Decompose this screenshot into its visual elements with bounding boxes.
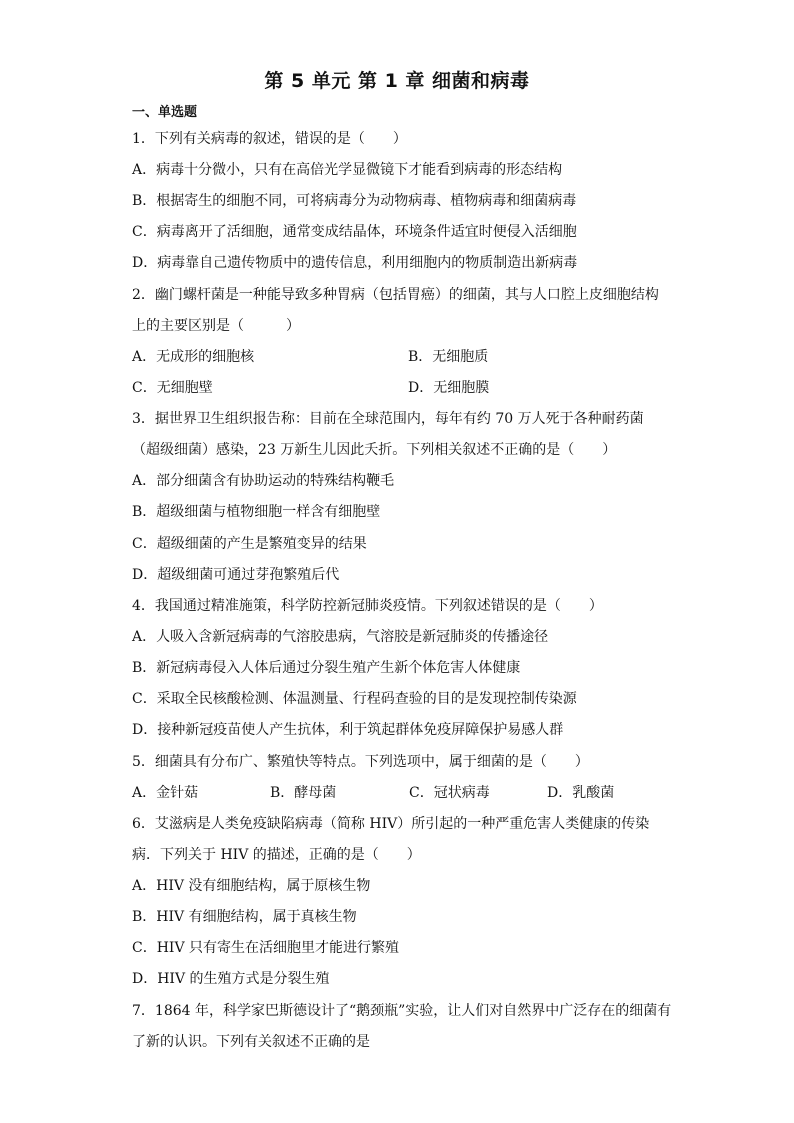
question-3-option-b: B．超级细菌与植物细胞一样含有细胞壁 [132,504,381,520]
question-6-option-d: D．HIV 的生殖方式是分裂生殖 [132,971,330,987]
question-1-option-b: B．根据寄生的细胞不同，可将病毒分为动物病毒、植物病毒和细菌病毒 [132,193,577,209]
question-7-stem-line-1: 7．1864 年，科学家巴斯德设计了“鹅颈瓶”实验，让人们对自然界中广泛存在的细菌有 [132,1003,672,1019]
question-3-stem-line-1: 3．据世界卫生组织报告称：目前在全球范围内，每年有约 70 万人死于各种耐药菌 [132,411,644,427]
question-3-option-a: A．部分细菌含有协助运动的特殊结构鞭毛 [132,473,395,489]
section-heading: 一、单选题 [132,105,198,120]
question-2-stem-line-1: 2．幽门螺杆菌是一种能导致多种胃病（包括胃癌）的细菌，其与人口腔上皮细胞结构 [132,287,659,303]
question-6-option-a: A．HIV 没有细胞结构，属于原核生物 [132,878,371,894]
question-2-option-d: D．无细胞膜 [408,380,490,396]
question-4-option-b: B．新冠病毒侵入人体后通过分裂生殖产生新个体危害人体健康 [132,660,521,676]
question-1-stem: 1．下列有关病毒的叙述，错误的是（ ） [132,131,407,147]
question-4-stem: 4．我国通过精准施策，科学防控新冠肺炎疫情。下列叙述错误的是（ ） [132,598,603,614]
question-6-stem-line-2: 病．下列关于 HIV 的描述，正确的是（ ） [132,847,421,863]
question-6-option-c: C．HIV 只有寄生在活细胞里才能进行繁殖 [132,940,400,956]
question-4-option-c: C．采取全民核酸检测、体温测量、行程码查验的目的是发现控制传染源 [132,691,577,707]
question-2-stem-line-2: 上的主要区别是（ ） [132,318,300,334]
question-5-option-c: C．冠状病毒 [409,785,490,801]
question-5-option-a: A．金针菇 [132,785,199,801]
question-4-option-a: A．人吸入含新冠病毒的气溶胶患病，气溶胶是新冠肺炎的传播途径 [132,629,549,645]
question-2-option-a: A．无成形的细胞核 [132,349,255,365]
question-1-option-a: A．病毒十分微小，只有在高倍光学显微镜下才能看到病毒的形态结构 [132,162,563,178]
question-6-option-b: B．HIV 有细胞结构，属于真核生物 [132,909,357,925]
question-5-option-d: D．乳酸菌 [547,785,615,801]
question-6-stem-line-1: 6．艾滋病是人类免疫缺陷病毒（简称 HIV）所引起的一种严重危害人类健康的传染 [132,816,650,832]
question-3-stem-line-2: （超级细菌）感染，23 万新生儿因此夭折。下列相关叙述不正确的是（ ） [132,442,617,458]
question-3-option-d: D．超级细菌可通过芽孢繁殖后代 [132,567,340,583]
question-7-stem-line-2: 了新的认识。下列有关叙述不正确的是 [132,1034,370,1050]
question-2-option-b: B．无细胞质 [408,349,489,365]
page-title: 第 5 单元 第 1 章 细菌和病毒 [264,70,530,92]
question-1-option-c: C．病毒离开了活细胞，通常变成结晶体，环境条件适宜时便侵入活细胞 [132,224,577,240]
question-5-stem: 5．细菌具有分布广、繁殖快等特点。下列选项中，属于细菌的是（ ） [132,754,589,770]
question-4-option-d: D．接种新冠疫苗使人产生抗体，利于筑起群体免疫屏障保护易感人群 [132,722,564,738]
question-5-option-b: B．酵母菌 [270,785,337,801]
question-3-option-c: C．超级细菌的产生是繁殖变异的结果 [132,536,367,552]
question-1-option-d: D．病毒靠自己遗传物质中的遗传信息，利用细胞内的物质制造出新病毒 [132,255,578,271]
question-2-option-c: C．无细胞壁 [132,380,213,396]
